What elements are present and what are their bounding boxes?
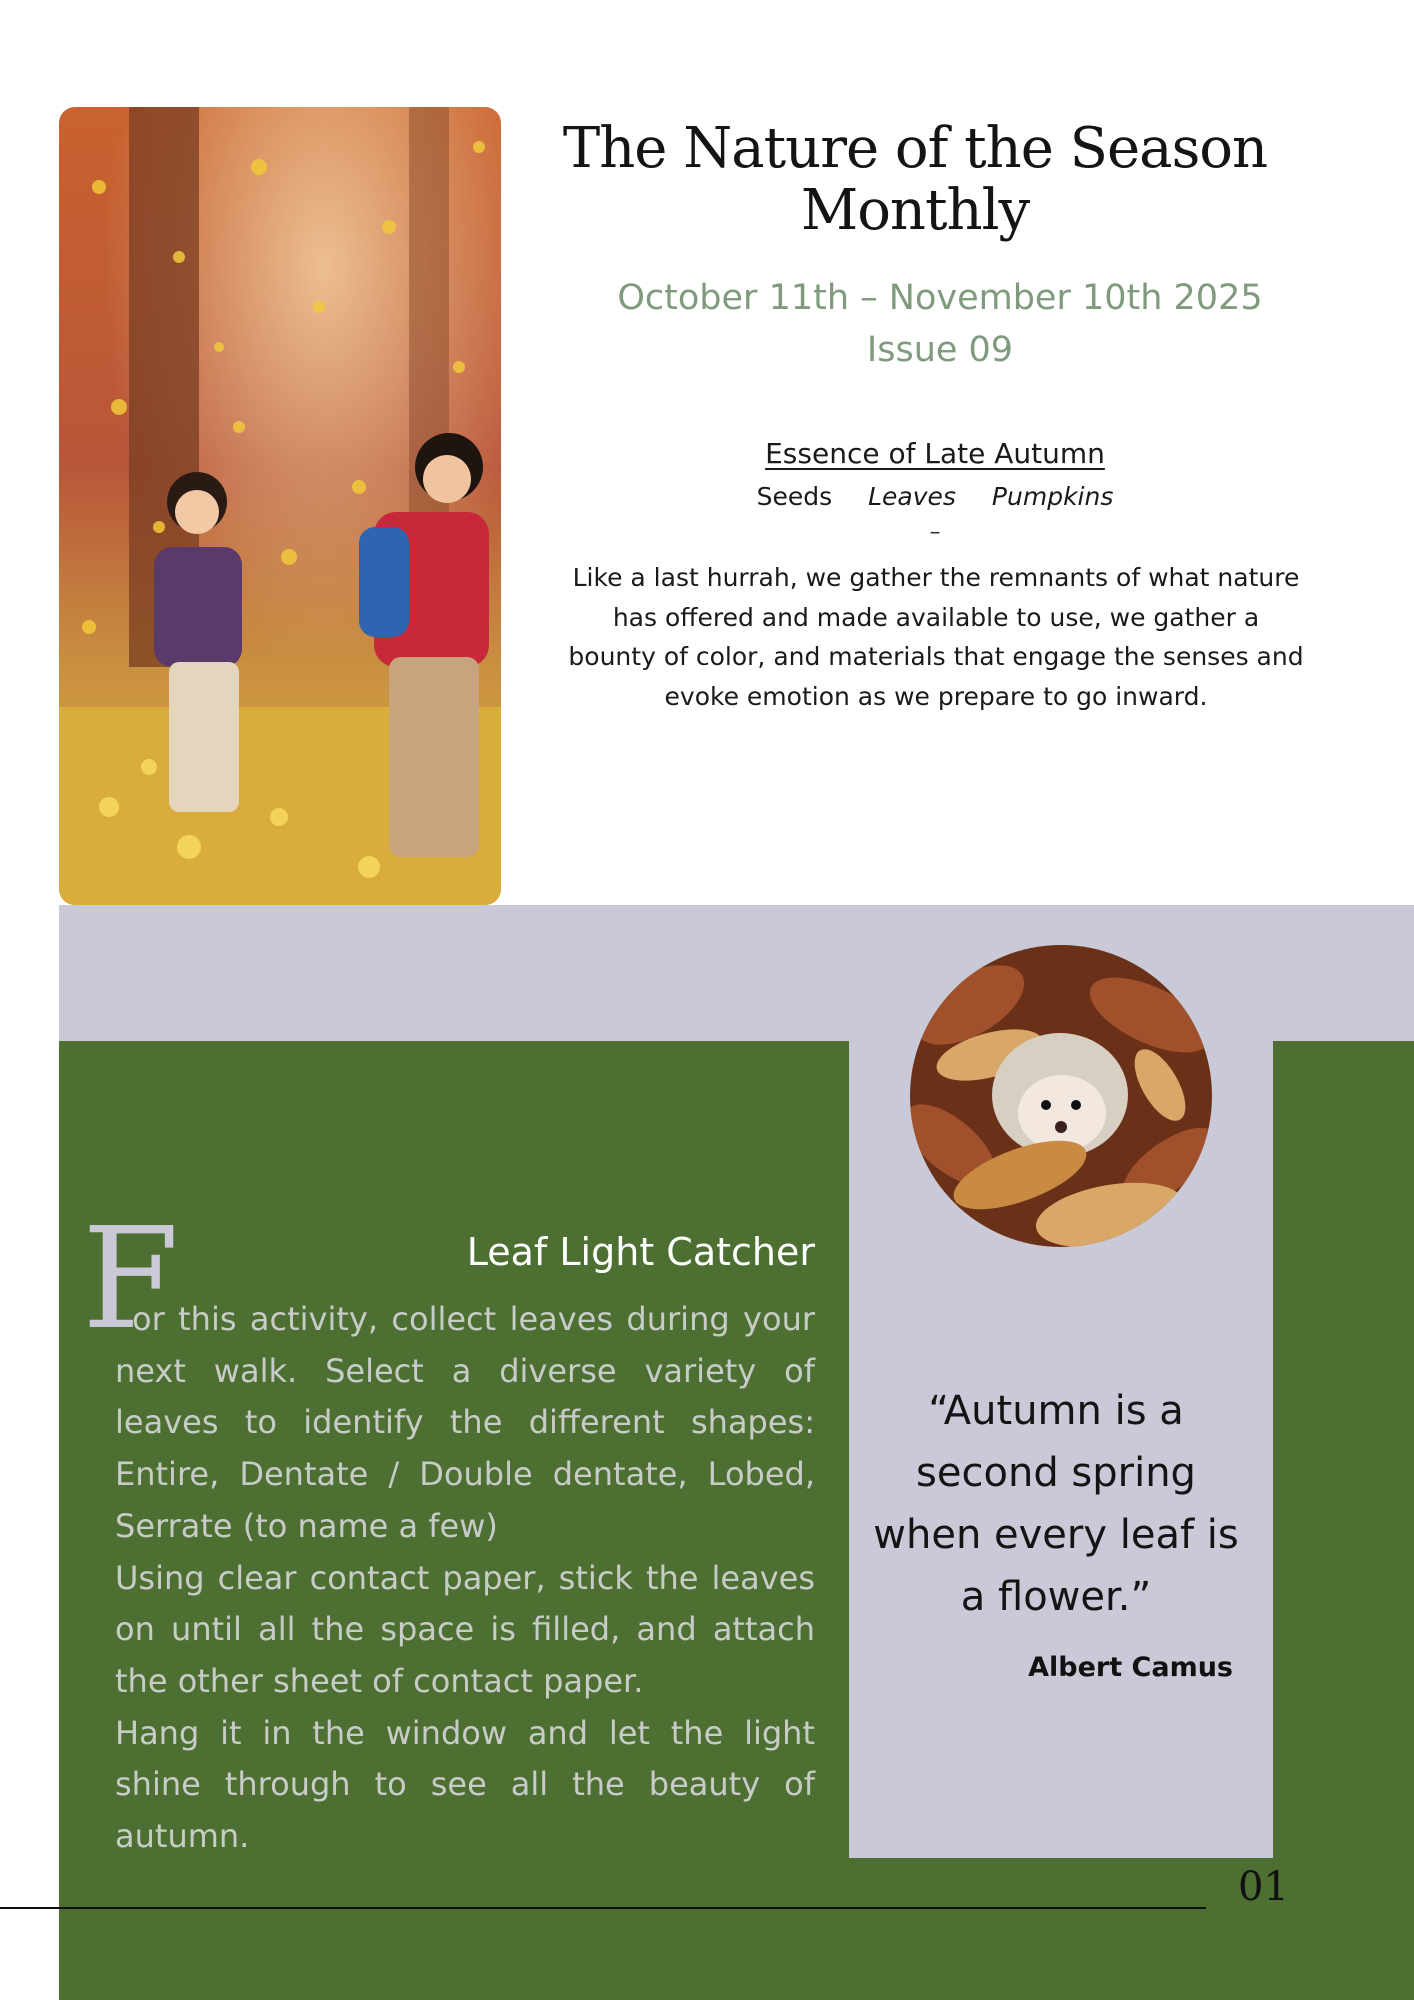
title-line-2: Monthly: [800, 178, 1030, 243]
activity-body: [115, 1294, 815, 1863]
hedgehog-illustration: [910, 945, 1212, 1247]
activity-paragraph-3: Hang it in the window and let the light shine through to see all the beauty of autumn.: [115, 1713, 815, 1856]
themes-list: [555, 482, 1315, 511]
activity-paragraph-1: or this activity, collect leaves during your next walk. Select a diverse variety of leaves to identify the different shapes: Entire, Dentate / Double dentate, Lobed, Serrate (to name a few): [115, 1300, 815, 1545]
quote-author: Albert Camus: [1028, 1652, 1233, 1683]
theme-pumpkins: Pumpkins: [991, 482, 1114, 511]
page-number: 01: [1238, 1864, 1289, 1910]
issue-dates: October 11th – November 10th 2025: [617, 278, 1263, 318]
intro-paragraph: Like a last hurrah, we gather the remnants of what nature has offered and made available to use, we gather a bounty of color, and materials that engage the senses and evoke emotion as we prepare to go inward.: [568, 563, 1304, 711]
children-leaves-illustration: [59, 107, 501, 905]
quote-text: “Autumn is a second spring when every leaf is a flower.”: [873, 1388, 1239, 1620]
separator-dash: –: [929, 520, 941, 545]
essence-heading: Essence of Late Autumn: [765, 437, 1105, 470]
hedgehog-photo: [910, 945, 1212, 1247]
issue-number: Issue 09: [866, 330, 1014, 370]
drop-cap: F: [82, 1198, 180, 1361]
activity-title: Leaf Light Catcher: [466, 1230, 815, 1274]
footer-rule: [0, 1907, 1206, 1909]
magazine-title: [555, 118, 1275, 242]
issue-info: [555, 272, 1325, 376]
hero-photo-children-autumn: [59, 107, 501, 905]
theme-seeds: Seeds: [756, 482, 833, 511]
title-line-1: The Nature of the Season: [562, 116, 1268, 181]
lavender-band: [59, 905, 1414, 1041]
activity-paragraph-2: Using clear contact paper, stick the leaves on until all the space is filled, and attach the other sheet of contact paper.: [115, 1558, 815, 1700]
theme-leaves: Leaves: [868, 482, 956, 511]
